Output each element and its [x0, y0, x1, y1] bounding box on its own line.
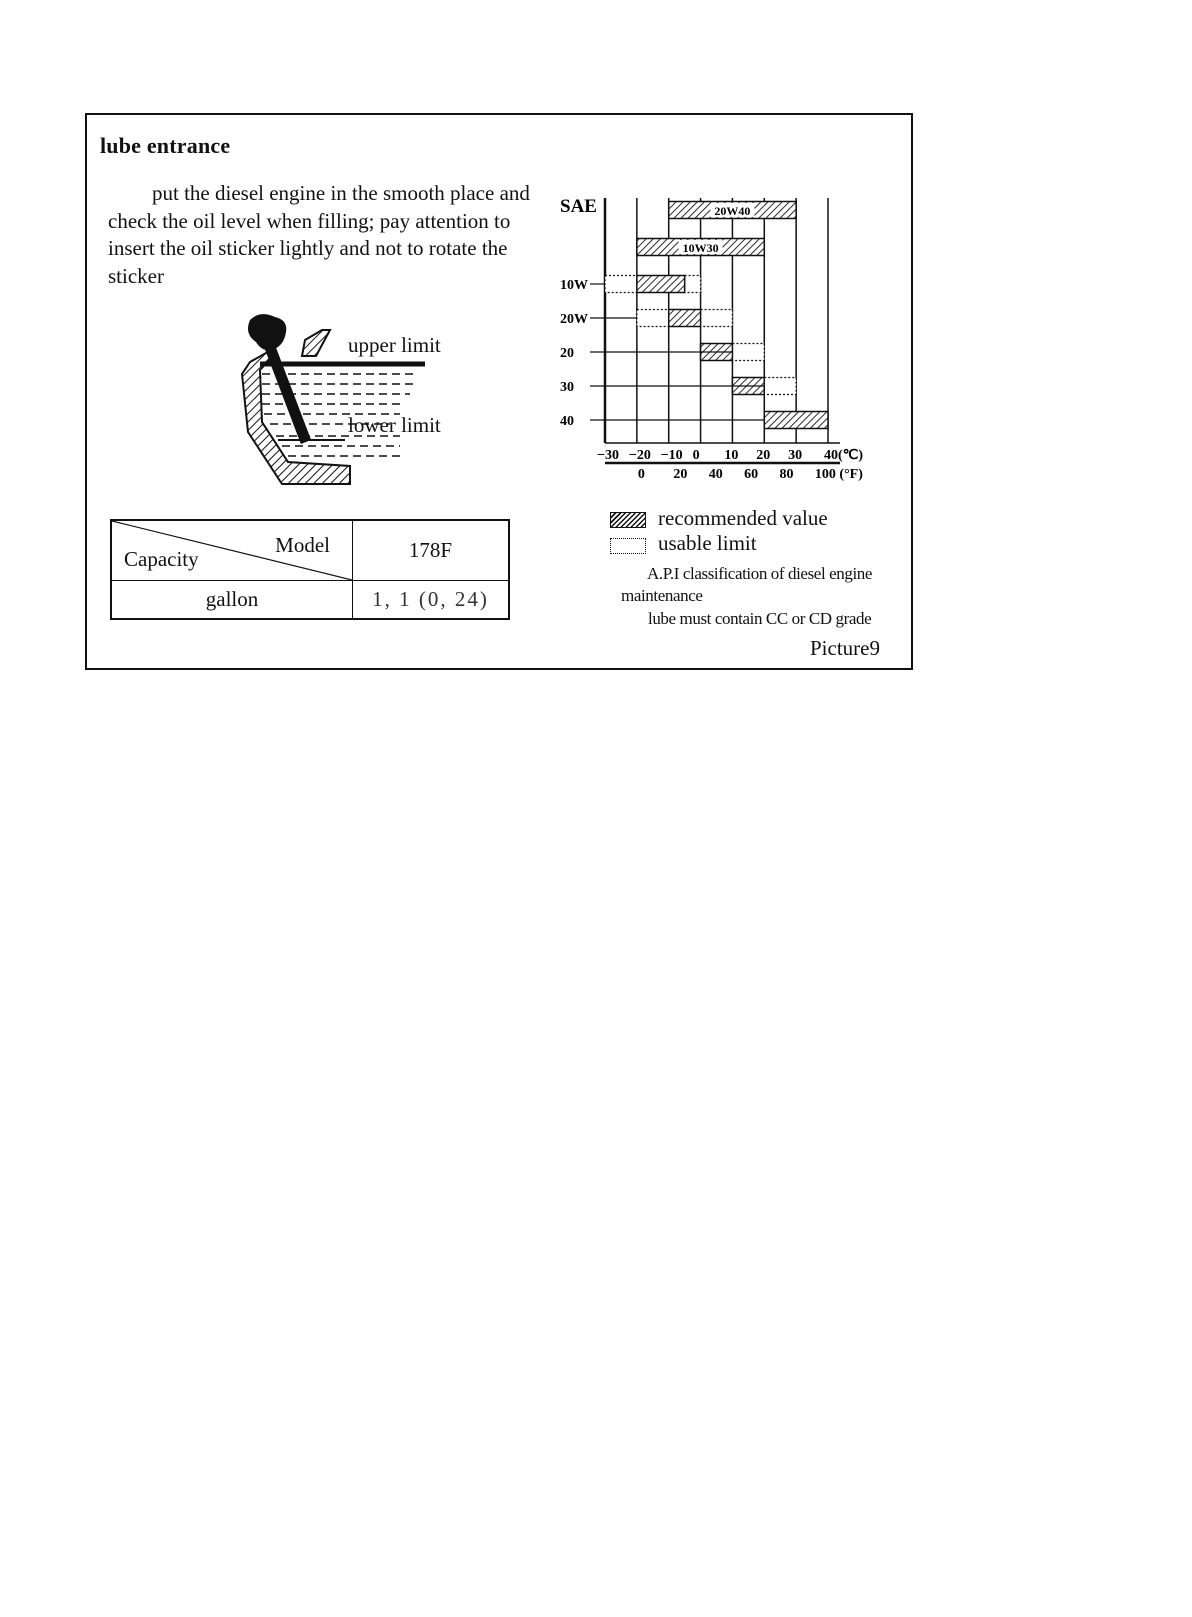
row-label: 20 [560, 346, 574, 361]
x-tick-fahrenheit: 60 [744, 467, 759, 482]
lower-limit-label: lower limit [348, 413, 441, 437]
x-tick-celsius: 40(℃) [824, 448, 864, 463]
legend-recommended-label: recommended value [658, 506, 828, 530]
usable-bar [637, 310, 669, 327]
table-header-cell [111, 520, 353, 581]
recommended-bar [669, 310, 701, 327]
x-tick-fahrenheit: 100 (°F) [814, 467, 863, 482]
usable-bar [685, 276, 701, 293]
instruction-text: put the diesel engine in the smooth place and check the oil level when filling; pay attention to insert the oil sticker lightly and not to rotate the sticker [108, 181, 530, 288]
x-tick-fahrenheit: 40 [708, 467, 723, 482]
capacity-value: 1, 1 (0, 24) [353, 581, 510, 620]
unit-cell: gallon [111, 581, 353, 620]
header-model-label: Model [275, 533, 330, 557]
bar-label: 10W30 [682, 241, 719, 255]
x-tick-celsius: −10 [660, 448, 683, 463]
upper-limit-label: upper limit [348, 333, 441, 357]
x-tick-celsius: 30 [788, 448, 803, 463]
usable-bar [764, 378, 796, 395]
api-note-line1: A.P.I classification of diesel engine [647, 564, 873, 583]
recommended-bar [637, 276, 685, 293]
x-tick-celsius: 20 [756, 448, 771, 463]
recommended-bar [764, 412, 828, 429]
bar-label: 20W40 [714, 204, 751, 218]
row-label: 20W [560, 312, 588, 327]
x-tick-celsius: −20 [628, 448, 651, 463]
usable-bar [732, 344, 764, 361]
capacity-table [110, 519, 510, 620]
legend-recommended-swatch [610, 512, 646, 528]
sae-viscosity-chart [560, 190, 880, 500]
legend-usable-label: usable limit [658, 531, 757, 555]
model-value: 178F [353, 520, 510, 581]
api-note-line3: lube must contain CC or CD grade [648, 609, 872, 628]
x-tick-celsius: −30 [597, 448, 619, 463]
header-capacity-label: Capacity [124, 547, 199, 571]
x-tick-fahrenheit: 0 [637, 467, 645, 482]
picture-label: Picture9 [810, 636, 880, 660]
x-tick-fahrenheit: 20 [673, 467, 688, 482]
section-title: lube entrance [100, 133, 231, 158]
x-tick-celsius: 0 [692, 448, 700, 463]
usable-bar [701, 310, 733, 327]
api-note-line2: maintenance [621, 586, 703, 605]
legend-usable-swatch [610, 538, 646, 554]
row-label: 40 [560, 414, 574, 429]
y-axis-label: SAE [560, 196, 597, 217]
row-label: 10W [560, 278, 588, 293]
x-tick-celsius: 10 [724, 448, 739, 463]
x-tick-fahrenheit: 80 [779, 467, 794, 482]
row-label: 30 [560, 380, 574, 395]
chart-bars [605, 202, 828, 429]
usable-bar [605, 276, 637, 293]
